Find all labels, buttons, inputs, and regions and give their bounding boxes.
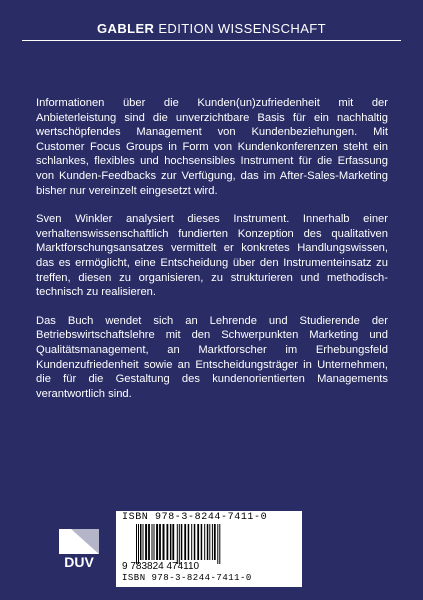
barcode-bar (167, 524, 169, 560)
logo-text: DUV (64, 554, 94, 570)
barcode-bar (194, 524, 196, 560)
barcode-bar (217, 524, 218, 564)
duv-logo-icon (57, 527, 101, 571)
series-name: EDITION WISSENSCHAFT (158, 21, 326, 36)
blurb-text (36, 96, 388, 415)
barcode-bar (191, 524, 192, 560)
barcode-bar (201, 524, 203, 560)
barcode-bar (179, 524, 180, 564)
series-brand: GABLER (97, 21, 155, 36)
barcode-bar (136, 524, 137, 564)
isbn-label-bottom: ISBN 978-3-8244-7411-0 (122, 573, 252, 583)
barcode-panel (116, 511, 302, 587)
barcode-bar (197, 524, 199, 560)
blurb-paragraph: Informationen über die Kunden(un)zufriedenheit mit der Anbieterleistung sind die unverzichtbare Basis für ein nachhaltig wertschöpfendes Management von Kundenbeziehungen. Mit Customer Focus Groups in Form von Kundenkonferenzen steht ein schlankes, flexibles und hochsensibles Instrument für die Erfassung von Kunden-Feedbacks zur Verfügung, das im After-Sales-Marketing bisher nur vereinzelt eingesetzt wird. (36, 97, 388, 197)
barcode-digits: 9 783824 474110 (122, 561, 200, 572)
barcode-bar (140, 524, 142, 560)
barcode-bar (143, 524, 144, 560)
series-title (0, 21, 423, 36)
barcode-bar (204, 524, 205, 560)
barcode-bar (177, 524, 178, 564)
barcode-bar (184, 524, 186, 560)
barcode-bar (145, 524, 147, 560)
barcode-bar (154, 524, 155, 560)
barcode-bar (152, 524, 153, 560)
barcode-bar (148, 524, 150, 560)
barcode-bar (219, 524, 220, 564)
barcode-bar (156, 524, 158, 560)
barcode-bar (172, 524, 174, 560)
isbn-label-top: ISBN 978-3-8244-7411-0 (122, 512, 268, 523)
barcode-bar (207, 524, 209, 560)
barcode-bar (170, 524, 172, 560)
barcode-bar (209, 524, 210, 560)
barcode-bar (181, 524, 183, 560)
barcode-bar (159, 524, 161, 560)
barcode-bar (188, 524, 190, 560)
blurb-paragraph: Sven Winkler analysiert dieses Instrument. Innerhalb einer verhaltenswissenschaftlich fundierten Konzeption des qualitativen Marktforschungsansatzes vermittelt er konkretes Handlungswissen, das es ermöglicht, eine Entscheidung über den Instrumenteinsatz zu treffen, diesen zu organisieren, zu strukturieren und methodisch-technisch zu realisieren. (36, 213, 388, 299)
blurb-paragraph: Das Buch wendet sich an Lehrende und Studierende der Betriebswirtschaftslehre mit den Schwerpunkten Marketing und Qualitätsmanagement, an Marktforscher im Erhebungsfeld Kundenzufriedenheit sowie an Entscheidungsträger in Unternehmen, die für die Gestaltung des kundenorientierten Managements verantwortlich sind. (36, 314, 388, 400)
barcode-bar (212, 524, 213, 560)
barcode-bar (163, 524, 165, 560)
barcode-bar (138, 524, 139, 564)
series-header (0, 0, 423, 40)
series-divider (22, 40, 401, 41)
barcode-bar (214, 524, 216, 560)
